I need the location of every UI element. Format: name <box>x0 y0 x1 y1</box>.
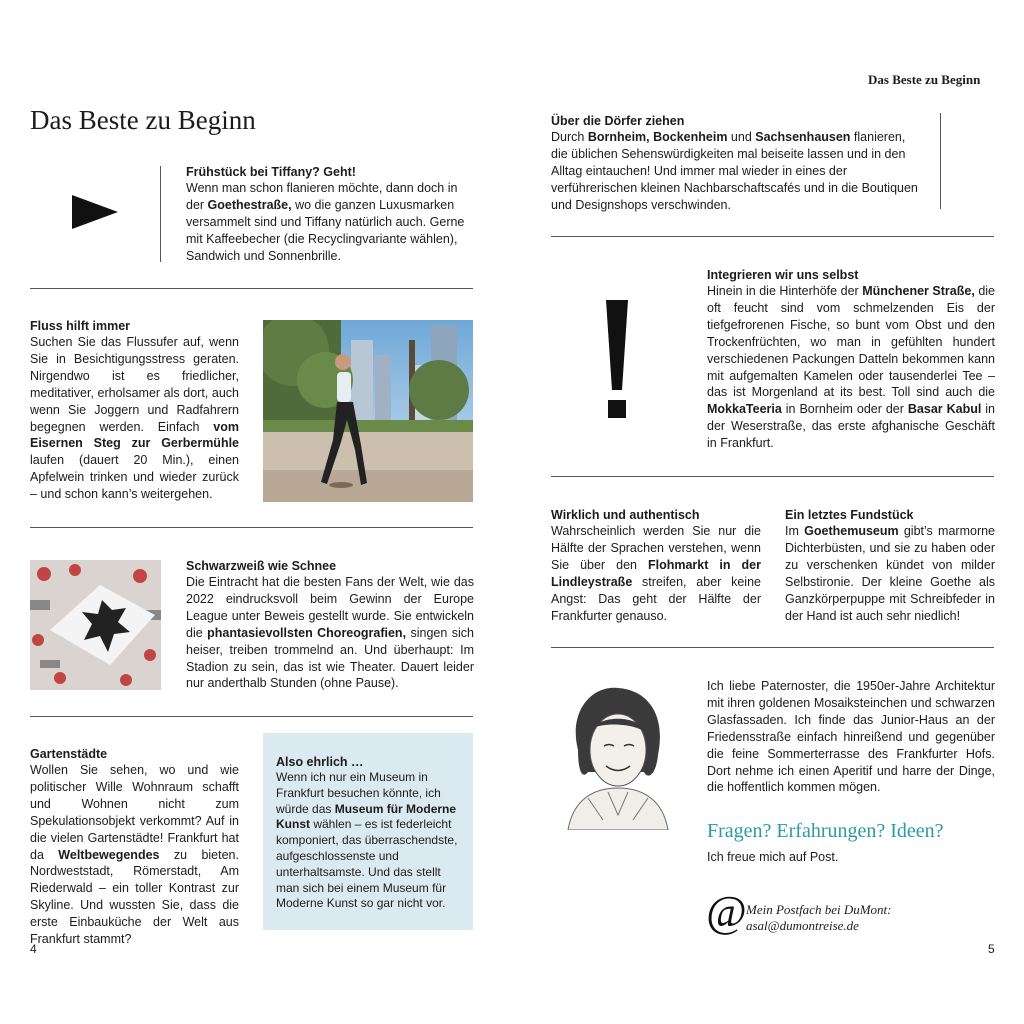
author-section <box>707 678 995 796</box>
play-triangle-icon <box>72 195 120 229</box>
wirklich-heading: Wirklich und authentisch <box>551 508 700 522</box>
doerfer-heading: Über die Dörfer ziehen <box>551 114 685 128</box>
schwarzweiss-heading: Schwarzweiß wie Schnee <box>186 559 337 573</box>
gartenstaedte-heading: Gartenstädte <box>30 747 108 761</box>
divider <box>30 716 473 717</box>
doerfer-section <box>551 113 921 214</box>
running-head: Das Beste zu Beginn <box>868 72 981 87</box>
jogger-photo <box>263 320 473 502</box>
fluss-text: Suchen Sie das Flussufer auf, wenn Sie in Besichtigungsstress geraten. Nirgendwo ist es friedlicher, meditativer, erholsamer als dort, auch wenn Sie Joggern und Radfahrern begegnen werden. Einfach vom Eisernen Steg zur Gerbermühle laufen (dauert 20 Min.), einen Apfelwein trinken und wieder zurück – und schon kann’s weitergehen. <box>30 335 239 502</box>
wirklich-section <box>551 507 761 624</box>
exclamation-icon <box>604 300 630 420</box>
gartenstaedte-section <box>30 746 239 948</box>
divider <box>551 647 994 648</box>
page-number-left: 4 <box>30 942 37 956</box>
divider-vertical <box>160 166 161 262</box>
fundstueck-heading: Ein letztes Fundstück <box>785 508 914 522</box>
wirklich-text: Wahrscheinlich werden Sie nur die Hälfte der Sprachen verstehen, wenn Sie über den Flohmarkt in der Lindleystraße streifen, aber keine Angst: Das geht der Hälfte der Frankfurter genauso. <box>551 524 761 623</box>
fluss-heading: Fluss hilft immer <box>30 319 131 333</box>
tiffany-text: Wenn man schon flanieren möchte, dann doch in der Goethestraße, wo die ganzen Luxusmarken versammelt sind und Tiffany natürlich auch. Gerne mit Kaffeebecher (die Recyclingvariante wählen), Sandwich und Sonnenbrille. <box>186 181 465 263</box>
fundstueck-section <box>785 507 995 624</box>
tiffany-heading: Frühstück bei Tiffany? Geht! <box>186 165 356 179</box>
divider <box>551 476 994 477</box>
author-text: Ich liebe Paternoster, die 1950er-Jahre Architektur mit ihren goldenen Mosaiksteinchen und schwarzen Glasfassaden. Ich finde das Junior-Haus an der Friedensstraße einfach hinreißend und gegenüber die feine Sommerterrasse des Frankfurter Hofs. Dort nehme ich einen Aperitif und harre der Dinge, die hoffentlich kommen mögen. <box>707 679 995 795</box>
also-ehrlich-section <box>276 754 462 912</box>
at-icon: @ <box>706 887 747 936</box>
mailbox-label: Mein Postfach bei DuMont: <box>746 902 892 917</box>
integrieren-heading: Integrieren wir uns selbst <box>707 268 859 282</box>
also-ehrlich-heading: Also ehrlich … <box>276 755 364 769</box>
integrieren-text: Hinein in die Hinterhöfe der Münchener Straße, die oft feucht sind vom schmelzenden Eis der tiefgefrorenen Fische, so bunt vom Obst und den Trockenfrüchten, wo man in gefühlten hundert verschiedenen Packungen Datteln bekommen kann mit aufgemalten Kamelen oder tausenderlei Tee – das ist Morgenland at its best. Toll sind auch die MokkaTeeria in Bornheim oder der Basar Kabul in der Weserstraße, das erste afghanische Geschäft in Frankfurt. <box>707 284 996 451</box>
schwarzweiss-section <box>186 558 474 692</box>
gartenstaedte-text: Wollen Sie sehen, wo und wie politischer Wille Wohnraum schafft und Wohnen nicht zum Spekulationsobjekt verkommt? Auf in die vielen Gartenstädte! Frankfurt hat da Weltbewegendes zu bieten. Nordweststadt, Römerstadt, Am Riederwald – ein toller Kontrast zur Skyline. Und wussten Sie, dass die erste Einbauküche der Welt aus Frankfurt stammt? <box>30 763 239 947</box>
divider <box>30 527 473 528</box>
eintracht-fans-photo <box>30 560 161 690</box>
divider <box>551 236 994 237</box>
also-ehrlich-text: Wenn ich nur ein Museum in Frankfurt besuchen könnte, ich würde das Museum für Moderne Kunst wählen – es ist federleicht komponiert, das überraschendste, aufgeschlossenste und unterhaltsamste. Und das stellt man sich bei einem Museum für Moderne Kunst so gar nicht vor. <box>276 770 458 911</box>
page-title: Das Beste zu Beginn <box>30 105 256 135</box>
fundstueck-text: Im Goethemuseum gibt’s marmorne Dichterbüsten, und sie zu haben oder zu verschenken kündet von milder Selbstironie. Der kleine Goethe als Ganzkörperpuppe mit Schreibfeder in der Hand ist auch sehr niedlich! <box>785 524 996 623</box>
tiffany-section <box>186 164 474 265</box>
email-link[interactable]: asal@dumontreise.de <box>746 918 859 933</box>
divider <box>30 288 473 289</box>
integrieren-section <box>707 267 995 452</box>
contact-question: Fragen? Erfahrungen? Ideen? <box>707 820 944 842</box>
doerfer-text: Durch Bornheim, Bockenheim und Sachsenhausen flanieren, die üblichen Sehenswürdigkeiten mal beiseite lassen und in den Alltag eintauchen! Und immer mal wieder in eines der verführerischen kleinen Nachbarschaftscafés und in die Boutiquen und Designshops verschwinden. <box>551 130 918 212</box>
divider-vertical <box>940 113 941 209</box>
schwarzweiss-text: Die Eintracht hat die besten Fans der Welt, wie das 2022 eindrucksvoll beim Gewinn der Europe League unter Beweis gestellt wurde. Sie entwickeln die phantasievollsten Choreografien, singen sich heiser, treiben trommelnd an. Und überhaupt: Im Stadion zu sein, das ist wie Theater. Dauert leider nur anderthalb Stunden (ohne Pause). <box>186 575 474 691</box>
page-number-right: 5 <box>988 942 995 956</box>
contact-post: Ich freue mich auf Post. <box>707 850 839 864</box>
author-portrait <box>548 680 683 830</box>
fluss-section <box>30 318 239 503</box>
